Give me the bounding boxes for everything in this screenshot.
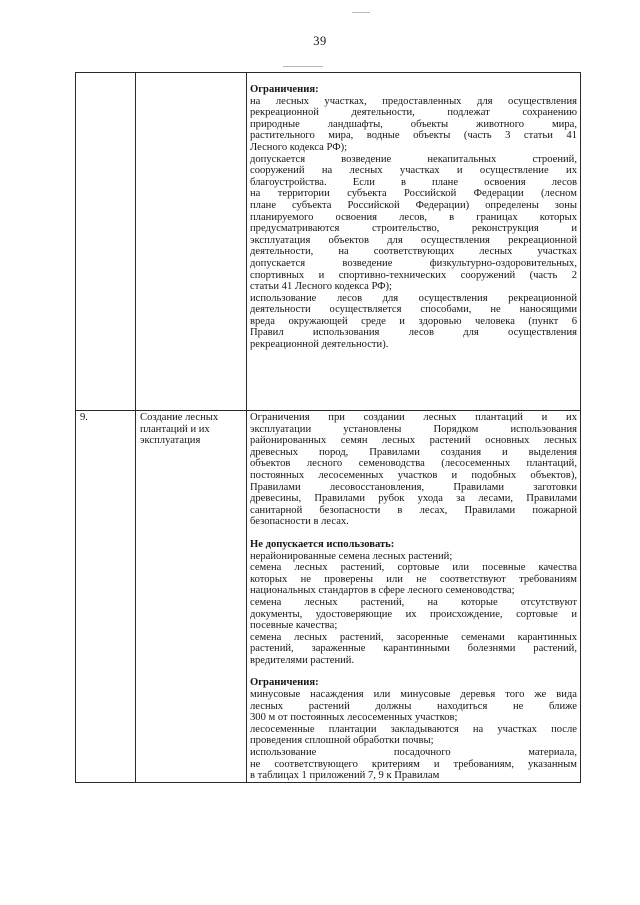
text-line: планируемого освоения лесов, в границах которых — [250, 211, 577, 223]
text-line: растительного мира, водные объекты (часть 3 статьи 41 — [250, 130, 577, 142]
paragraph — [250, 412, 577, 528]
paragraph — [250, 632, 577, 667]
restrictions-cell — [247, 411, 581, 783]
text-line: Правилами лесовосстановления, Правилами заготовки — [250, 481, 577, 493]
paragraph — [250, 562, 577, 597]
text-line: деятельности, на соответствующих лесных участках — [250, 246, 577, 258]
text-line: вреда окружающей среде и здоровью человека (пункт 6 — [250, 315, 577, 327]
text-line: эксплуатации установлены Порядком использования — [250, 423, 577, 435]
text-line: в таблицах 1 приложений 7, 9 к Правилам — [250, 770, 440, 782]
text-line: семена лесных растений, сортовые или посевные качества — [250, 562, 577, 574]
activity-cell — [136, 73, 247, 411]
section-heading: Ограничения: — [250, 84, 319, 95]
text-line: Правил использования лесов для осуществления — [250, 327, 577, 339]
text-line: допускается возведение некапитальных строений, — [250, 153, 577, 165]
text-line: семена лесных растений, на которые отсутствуют — [250, 596, 577, 608]
text-line: древесных пород, Правилами создания и выделения — [250, 446, 577, 458]
text-line: статьи 41 Лесного кодекса РФ); — [250, 281, 392, 293]
scan-artifact — [352, 12, 370, 13]
activity-line: эксплуатация — [140, 435, 201, 446]
restrictions-cell — [247, 73, 581, 411]
text-line: на территории субъекта Российской Федерации (лесном — [250, 188, 577, 200]
text-line: не соответствующего критериям и требованиям, указанным — [250, 758, 577, 770]
row-number-cell: 9. — [76, 411, 136, 783]
section-spacer — [250, 666, 577, 677]
text-line: санитарной безопасности в лесах, Правилами пожарной — [250, 504, 577, 516]
text-line: рекреационной деятельности, подлежат сохранению — [250, 107, 577, 119]
scan-artifact — [283, 66, 323, 67]
table-row — [76, 73, 581, 411]
paragraph — [250, 597, 577, 632]
text-line: семена лесных растений, засоренные семенами карантинных — [250, 631, 577, 643]
activity-cell — [136, 411, 247, 783]
text-line: посевные качества; — [250, 620, 338, 632]
text-line: которых не проверены или не соответствуют требованиям — [250, 573, 577, 585]
text-line: безопасности в лесах. — [250, 516, 349, 528]
paragraph — [250, 154, 577, 293]
text-line: постоянных лесосеменных участков и подобных объектов), — [250, 469, 577, 481]
text-line: национальных стандартов в сфере лесного семеноводства; — [250, 585, 515, 597]
section-heading: Ограничения: — [250, 677, 319, 689]
text-line: сооружений на лесных участках и осуществление их — [250, 165, 577, 177]
text-line: лесосеменные плантации закладываются на участках после — [250, 723, 577, 735]
text-line: благоустройства. Если в плане освоения лесов — [250, 176, 577, 188]
text-line: рекреационной деятельности). — [250, 339, 389, 351]
activity-line: Создание лесных — [140, 412, 219, 423]
section-spacer — [250, 528, 577, 539]
text-line: использование посадочного материала, — [250, 747, 577, 759]
text-line: Лесного кодекса РФ); — [250, 141, 348, 153]
section-heading: Не допускается использовать: — [250, 538, 395, 550]
text-line: деятельности осуществляется способами, не наносящими — [250, 304, 577, 316]
text-line: нерайонированные семена лесных растений; — [250, 550, 453, 562]
text-line: использование лесов для осуществления рекреационной — [250, 292, 577, 304]
paragraph — [250, 724, 577, 747]
text-line: древесины, Правилами рубок ухода за лесами, Правилами — [250, 493, 577, 505]
text-line: плане субъекта Российской Федерации) определены зоны — [250, 199, 577, 211]
text-line: проведения сплошной обработки почвы; — [250, 735, 434, 747]
text-line: Ограничения при создании лесных плантаций и их — [250, 412, 577, 423]
regulations-table — [75, 72, 581, 783]
text-line: природные ландшафты, объекты животного мира, — [250, 118, 577, 130]
text-line: предусматриваются строительство, реконструкция и — [250, 223, 577, 235]
paragraph — [250, 293, 577, 351]
row-number-cell — [76, 73, 136, 411]
text-line: минусовые насаждения или минусовые деревья того же вида — [250, 689, 577, 701]
text-line: 300 м от постоянных лесосеменных участков; — [250, 712, 458, 724]
text-line: растений, зараженные карантинными болезнями растений, — [250, 643, 577, 655]
paragraph — [250, 689, 577, 724]
text-line: спортивных и спортивно-технических сооружений (часть 2 — [250, 269, 577, 281]
text-line: допускается возведение физкультурно-оздоровительных, — [250, 257, 577, 269]
text-line: эксплуатация объектов для осуществления рекреационной — [250, 234, 577, 246]
text-line: документы, удостоверяющие их происхождение, сортовые и — [250, 608, 577, 620]
page-number: 39 — [313, 34, 327, 48]
paragraph — [250, 96, 577, 154]
text-line: лесных растений должны находиться не ближе — [250, 700, 577, 712]
paragraph — [250, 551, 577, 563]
table-row — [76, 411, 581, 783]
text-line: вредителями растений. — [250, 654, 355, 666]
text-line: на лесных участках, предоставленных для осуществления — [250, 95, 577, 107]
text-line: районированных семян лесных растений основных лесных — [250, 435, 577, 447]
text-line: объектов лесного семеноводства (лесосеменных плантаций, — [250, 458, 577, 470]
paragraph — [250, 747, 577, 782]
activity-line: плантаций и их — [140, 423, 210, 435]
